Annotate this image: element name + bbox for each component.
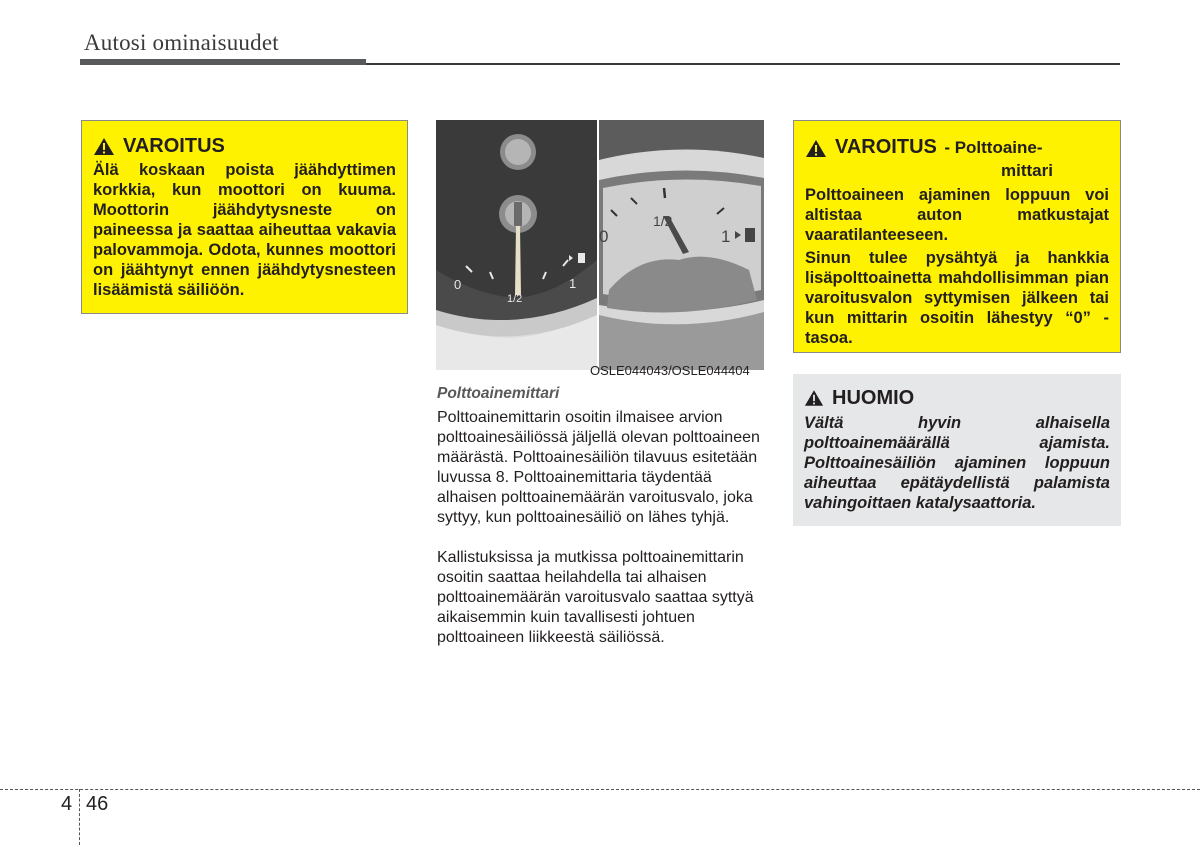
warning-triangle-icon [93, 137, 115, 156]
fuel-gauge-type-b-photo [599, 120, 764, 370]
paragraph-fuel-gauge: Polttoainemittarin osoitin ilmaisee arvion polttoainesäiliössä jäljellä olevan polttoaineen määrästä. Polttoainesäiliön tilavuus esitetään luvussa 8. Polttoainemittaria täydentää alhaisen polttoainemäärän varoitusvalo, joka syttyy, kun polttoainesäiliö on lähes tyhjä. [437, 409, 760, 526]
gauge-a-half-label: 1/2 [507, 293, 523, 305]
chapter-number: 4 [61, 793, 73, 815]
caution-title [804, 386, 1110, 410]
footer-rule [0, 789, 1200, 790]
warning-subtitle-1: - Polttoaine- [944, 138, 1043, 157]
gauge-b-empty-label: 0 [599, 227, 609, 246]
gauge-b-half-label: 1/2 [653, 213, 673, 229]
figure-code: OSLE044043/OSLE044404 [590, 363, 750, 378]
warning-box-radiator [81, 120, 408, 314]
caution-box [793, 374, 1121, 526]
gauge-a-empty-label: 0 [454, 277, 462, 292]
fuel-gauge-type-a-photo [436, 120, 597, 370]
photo-divider [597, 120, 599, 370]
section-heading: Polttoainemittari [437, 385, 560, 402]
warning-title-text: VAROITUS [835, 136, 937, 158]
caution-body: Vältä hyvin alhaisella polttoainemäärällä ajamista. Polttoainesäiliön ajaminen loppuun aiheuttaa epätäydellistä palamista vahingoittaen katalysaattoria. [804, 414, 1110, 512]
warning-title [805, 136, 1109, 183]
page-number: 46 [86, 793, 109, 815]
warning-body-1: Polttoaineen ajaminen loppuun voi altistaa auton matkustajat vaaratilanteeseen. [805, 186, 1109, 244]
gauge-a-full-label: 1 [569, 276, 577, 291]
warning-subtitle-2: mittari [1001, 161, 1053, 180]
header-bar [80, 59, 366, 65]
footer-divider [79, 789, 80, 845]
warning-body-2: Sinun tulee pysähtyä ja hankkia lisäpolttoainetta mahdollisimman pian varoitusvalon syttymisen jälkeen tai kun mittarin osoitin lähestyy “0” -tasoa. [805, 249, 1109, 347]
warning-triangle-icon [805, 139, 827, 158]
caution-triangle-icon [804, 389, 824, 407]
warning-body: Älä koskaan poista jäähdyttimen korkkia, kun moottori on kuuma. Moottorin jäähdytysneste on paineessa ja saattaa aiheuttaa vakavia palovammoja. Odota, kunnes moottori on jäähtynyt ennen jäähdytysnesteen lisäämistä säiliöön. [93, 161, 396, 299]
paragraph-cornering: Kallistuksissa ja mutkissa polttoainemittarin osoitin saattaa heilahdella tai alhaisen polttoainemäärän varoitusvalo saattaa syttyä aikaisemmin kuin tavallisesti johtuen polttoaineen liikkeestä säiliössä. [437, 549, 754, 646]
header-rule [366, 63, 1120, 65]
caution-title-text: HUOMIO [832, 386, 915, 409]
warning-title-text: VAROITUS [123, 134, 225, 157]
warning-box-fuel-gauge [793, 120, 1121, 353]
warning-title [93, 133, 396, 159]
gauge-b-full-label: 1 [721, 227, 731, 246]
page-header-title: Autosi ominaisuudet [84, 30, 279, 55]
